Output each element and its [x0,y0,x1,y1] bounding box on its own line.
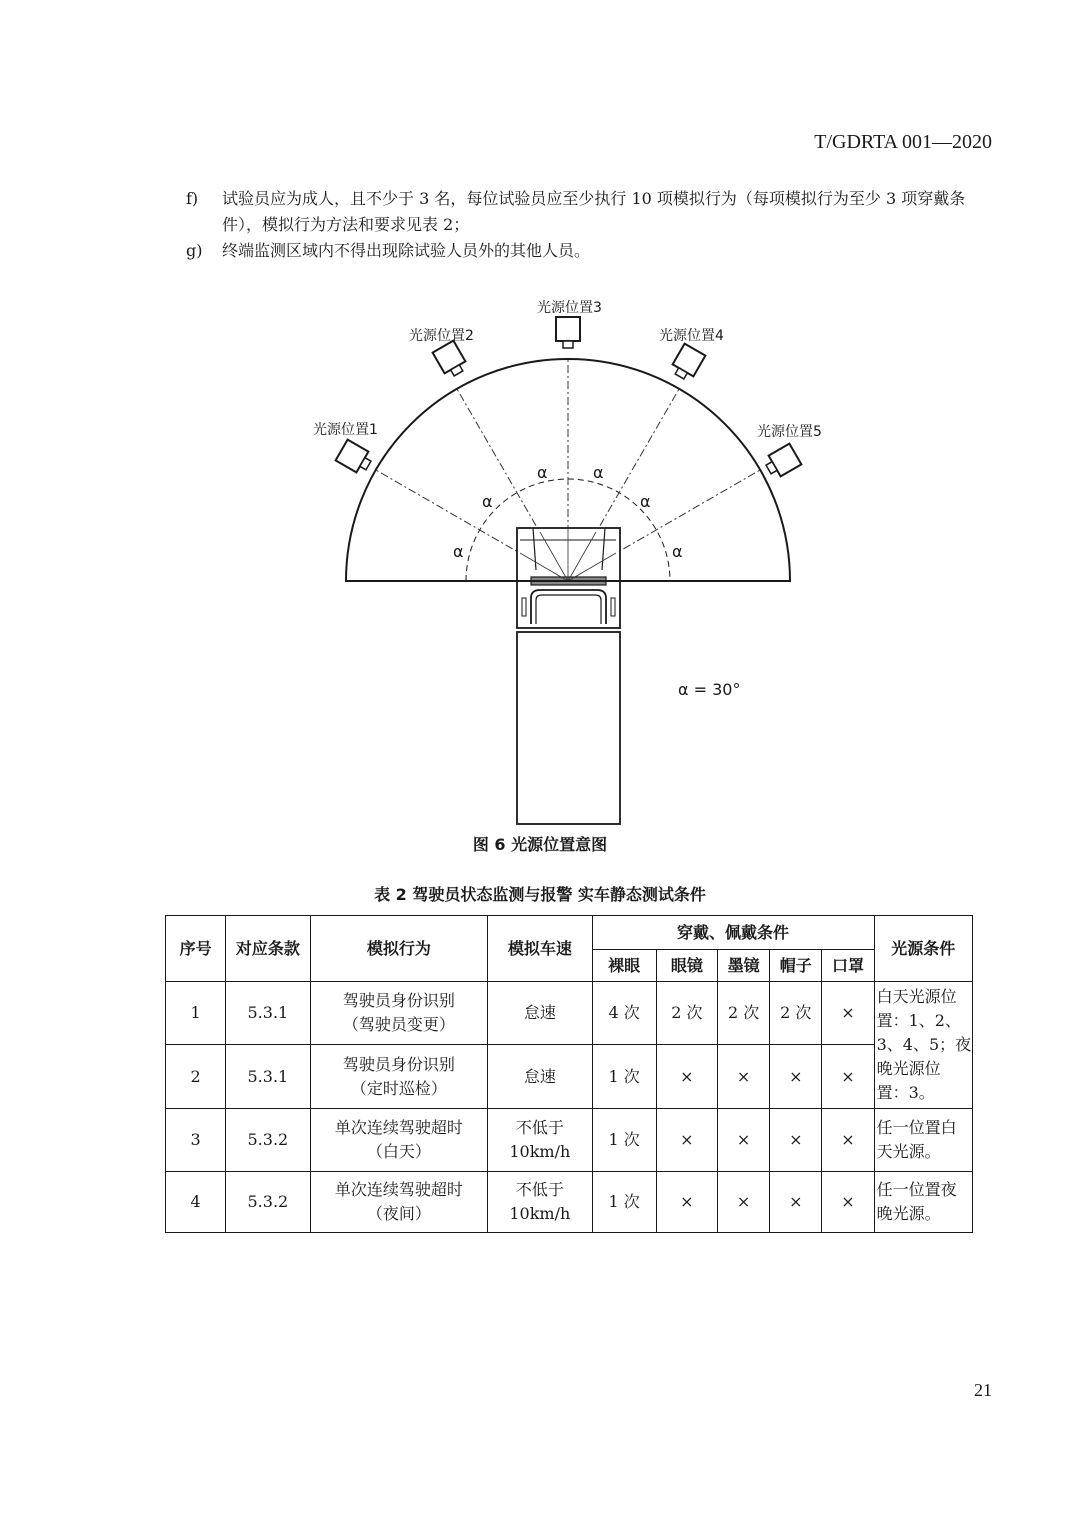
cell-wear: × [822,982,874,1045]
cell-wear: × [822,1109,874,1172]
cell-clause: 5.3.1 [226,982,310,1045]
cell-wear: × [717,1109,769,1172]
list-marker: g) [186,241,203,260]
cell-speed: 怠速 [488,982,592,1045]
header-wear-hat: 帽子 [770,950,822,982]
cell-wear: 2 次 [770,982,822,1045]
cell-seq: 2 [166,1045,226,1109]
test-conditions-table [165,915,973,1233]
list-text: 终端监测区域内不得出现除试验人员外的其他人员。 [222,241,591,260]
vehicle-body [517,632,620,824]
cell-light: 白天光源位置：1、2、3、4、5；夜晚光源位置：3。 [874,982,972,1109]
cell-wear: × [770,1109,822,1172]
cell-wear: × [717,1045,769,1109]
light-source-4-icon [669,344,705,383]
cell-behavior: 单次连续驾驶超时 （白天） [310,1109,488,1172]
header-behavior: 模拟行为 [310,916,488,982]
figure-caption: 图 6 光源位置意图 [472,835,608,854]
light-source-5-icon [763,444,802,480]
light-label-2: 光源位置2 [409,328,474,344]
cell-wear: × [656,1172,717,1233]
cell-speed: 不低于 10km/h [488,1109,592,1172]
cell-wear: 2 次 [717,982,769,1045]
cell-wear: × [770,1045,822,1109]
cell-wear: × [822,1045,874,1109]
light-label-1: 光源位置1 [313,422,378,438]
header-wear-glasses: 眼镜 [656,950,717,982]
alpha-label: α [672,542,683,561]
vehicle-cab [517,528,620,628]
alpha-label: α [640,492,651,511]
light-source-2-icon [433,341,469,380]
light-source-3-icon [556,317,580,348]
cell-wear: × [717,1172,769,1233]
alpha-label: α [537,463,548,482]
cell-clause: 5.3.1 [226,1045,310,1109]
cell-light: 任一位置白天光源。 [874,1109,972,1172]
cell-clause: 5.3.2 [226,1109,310,1172]
header-wear-group: 穿戴、佩戴条件 [592,916,874,950]
alpha-label: α [453,542,464,561]
header-seq: 序号 [166,916,226,982]
cell-wear: × [656,1109,717,1172]
cell-seq: 4 [166,1172,226,1233]
table-row [166,1045,973,1109]
cell-behavior: 驾驶员身份识别 （定时巡检） [310,1045,488,1109]
cell-seq: 3 [166,1109,226,1172]
cell-speed: 不低于 10km/h [488,1172,592,1233]
light-label-4: 光源位置4 [659,328,724,344]
list-text: 试验员应为成人，且不少于 3 名，每位试验员应至少执行 10 项模拟行为（每项模拟行为至少 3 项穿戴条件），模拟行为方法和要求见表 2； [222,189,966,234]
header-wear-bare: 裸眼 [592,950,656,982]
cell-wear: 2 次 [656,982,717,1045]
document-code: T/GDRTA 001—2020 [814,131,992,153]
header-clause: 对应条款 [226,916,310,982]
table-row [166,1172,973,1233]
alpha-label: α [593,463,604,482]
cell-speed: 怠速 [488,1045,592,1109]
cell-seq: 1 [166,982,226,1045]
header-wear-mask: 口罩 [822,950,874,982]
table-caption: 表 2 驾驶员状态监测与报警 实车静态测试条件 [374,885,706,904]
cell-wear: 4 次 [592,982,656,1045]
alpha-label: α [482,492,493,511]
header-light: 光源条件 [874,916,972,982]
cell-wear: 1 次 [592,1109,656,1172]
cell-clause: 5.3.2 [226,1172,310,1233]
light-source-1-icon [336,440,375,476]
cell-wear: 1 次 [592,1172,656,1233]
cell-light: 任一位置夜晚光源。 [874,1172,972,1233]
cell-wear: × [822,1172,874,1233]
cell-wear: × [770,1172,822,1233]
list-marker: f) [186,189,199,208]
header-wear-sunglasses: 墨镜 [717,950,769,982]
alpha-note: α = 30° [678,680,741,699]
cell-wear: 1 次 [592,1045,656,1109]
light-label-3: 光源位置3 [537,300,602,316]
cell-behavior: 驾驶员身份识别 （驾驶员变更） [310,982,488,1045]
header-speed: 模拟车速 [488,916,592,982]
cell-wear: × [656,1045,717,1109]
table-row [166,982,973,1045]
page-number: 21 [974,1380,992,1400]
cell-behavior: 单次连续驾驶超时 （夜间） [310,1172,488,1233]
table-row [166,1109,973,1172]
light-label-5: 光源位置5 [757,424,822,440]
